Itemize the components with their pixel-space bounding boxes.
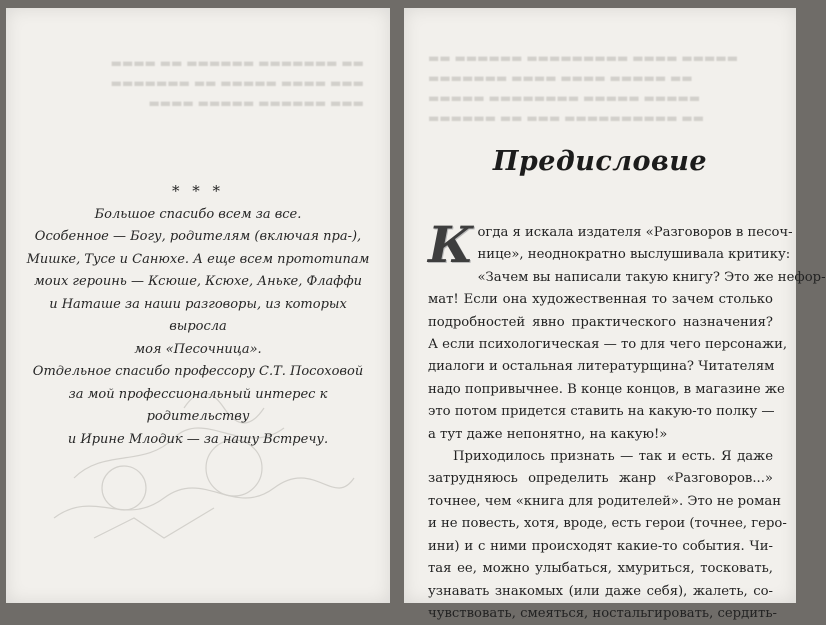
text-line: Приходилось признать — так и есть. Я даже	[453, 449, 773, 465]
text-line: а тут даже непонятно, на какую!»	[428, 426, 668, 442]
bleed-through-text: ▬▬ ▬▬▬▬▬▬ ▬▬▬▬▬▬▬▬▬ ▬▬▬▬ ▬▬▬▬▬ ▬▬▬▬▬▬▬ ▬▬▬▬ ▬▬▬▬ ▬▬▬▬▬ ▬▬ ▬▬▬▬▬ ▬▬▬▬▬▬▬▬ ▬▬▬▬▬ ▬▬▬▬▬ ▬▬▬▬▬▬ ▬▬ ▬▬▬ ▬▬▬▬▬▬▬▬▬▬ ▬▬	[428, 51, 739, 125]
dedication	[26, 180, 370, 451]
left-page	[6, 8, 390, 603]
text-line: и не повесть, хотя, вроде, есть герои (точнее, геро-	[428, 516, 787, 532]
text-line: затрудняюсь определить жанр «Разговоров...»	[428, 471, 773, 487]
text-line: мат! Если она художественная то зачем столько	[428, 292, 773, 308]
dedication-line: и Наташе за наши разговоры, из которых выросла	[49, 296, 347, 334]
text-line: это потом придется ставить на какую-то полку —	[428, 404, 775, 420]
section-break: * * *	[171, 182, 225, 200]
text-line: огда я искала издателя «Разговоров в песоч-	[477, 225, 793, 240]
dedication-line: моих героинь — Ксюше, Ксюхе, Аньке, Флаффи	[33, 274, 362, 289]
dedication-line: за мой профессиональный интерес к родительству	[68, 386, 328, 424]
dedication-line: Большое спасибо всем за все.	[94, 206, 302, 222]
text-line: «Зачем вы написали такую книгу? Это же нефор-	[477, 269, 826, 285]
text-line: точнее, чем «книга для родителей». Это не роман	[428, 493, 781, 509]
right-page	[404, 8, 826, 621]
text-line: А если психологическая — то для чего персонажи,	[428, 337, 788, 353]
text-line: надо попривычнее. В конце концов, в магазине же	[428, 381, 785, 397]
drop-cap: К	[428, 215, 474, 274]
dedication-line: Отдельное спасибо профессору С.Т. Посоховой	[32, 364, 364, 379]
text-line: тая ее, можно улыбаться, хмуриться, тосковать,	[428, 561, 773, 577]
dedication-line: Особенное — Богу, родителям (включая пра-),	[34, 229, 362, 244]
dedication-line: Мишке, Тусе и Санюхе. А еще всем прототипам	[26, 251, 370, 267]
text-line: диалоги и остальная литературщина? Читателям	[428, 359, 775, 375]
text-line: нице», неоднократно выслушивала критику:	[477, 247, 791, 263]
dedication-line: и Ирине Млодик — за нашу Встречу.	[67, 431, 329, 447]
text-line: чувствовать, смеяться, ностальгировать, сердить-	[428, 605, 777, 621]
chapter-title: Предисловие	[492, 146, 708, 177]
text-line: ини) и с ними происходят какие-то события. Чи-	[428, 538, 773, 554]
text-line: узнавать знакомых (или даже себя), жалеть, со-	[428, 583, 773, 599]
bleed-through-text: ▬▬▬▬ ▬▬ ▬▬▬▬▬▬ ▬▬▬▬▬▬▬ ▬▬ ▬▬▬▬▬▬▬ ▬▬ ▬▬▬▬▬ ▬▬▬▬ ▬▬▬ ▬▬▬▬ ▬▬▬▬▬ ▬▬▬▬▬▬ ▬▬▬	[110, 56, 364, 110]
chapter-body	[428, 215, 826, 625]
dedication-line: моя «Песочница».	[134, 341, 262, 357]
text-line: подробностей явно практического назначения?	[428, 314, 773, 330]
